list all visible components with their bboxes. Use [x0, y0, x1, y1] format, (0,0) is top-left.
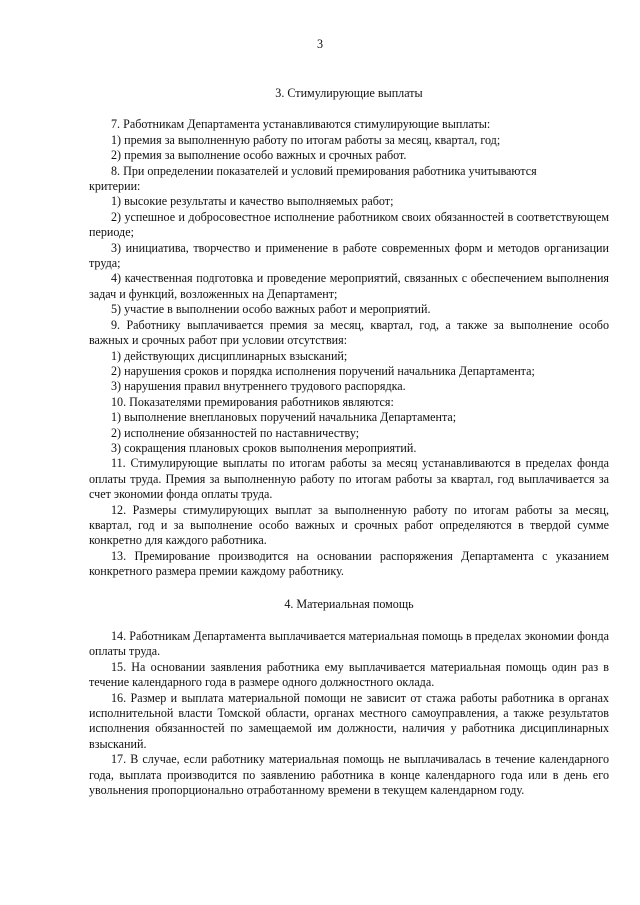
paragraph-8-continuation: критерии:: [89, 179, 141, 194]
paragraph-8-item-4: 4) качественная подготовка и проведение мероприятий, связанных с обеспечением выполнения задач и функций, возложенных на Департамент;: [89, 271, 609, 301]
paragraph-7-item-1: 1) премия за выполненную работу по итогам работы за месяц, квартал, год;: [111, 132, 501, 147]
paragraph-12: 12. Размеры стимулирующих выплат за выполненную работу по итогам работы за месяц, квартал, год и за выполнение особо важных и срочных работ определяются в твердой сумме конкретно для каждого работника.: [89, 502, 609, 548]
paragraph-14: 14. Работникам Департамента выплачивается материальная помощь в пределах экономии фонда оплаты труда.: [89, 629, 609, 659]
paragraph-13: 13. Премирование производится на основании распоряжения Департамента с указанием конкретного размера премии каждому работнику.: [89, 548, 609, 579]
paragraph-11: 11. Стимулирующие выплаты по итогам работы за месяц устанавливаются в пределах фонда оплаты труда. Премия за выполненную работу по итогам работы за квартал, год выплачивается за счет экономии фонда оплаты труда.: [89, 456, 609, 502]
paragraph-10-item-2: 2) исполнение обязанностей по наставничеству;: [111, 425, 360, 440]
section-3-title: 3. Стимулирующие выплаты: [275, 86, 423, 100]
paragraph-10: 10. Показателями премирования работников являются:: [111, 394, 394, 409]
paragraph-16: 16. Размер и выплата материальной помощи не зависит от стажа работы работника в органах исполнительной власти Томской области, органах местного самоуправления, а также результатов исполнения обязанностей по замещаемой им должности, наличия у работника дисциплинарных взысканий.: [89, 690, 609, 751]
paragraph-8-item-5: 5) участие в выполнении особо важных работ и мероприятий.: [111, 302, 431, 317]
page-number: 3: [316, 37, 324, 51]
document-body: [89, 86, 609, 798]
paragraph-8: 8. При определении показателей и условий премирования работника учитываются: [111, 163, 537, 178]
paragraph-7-item-2: 2) премия за выполнение особо важных и срочных работ.: [111, 148, 407, 163]
paragraph-15: 15. На основании заявления работника ему выплачивается материальная помощь один раз в течение календарного года в размере одного должностного оклада.: [89, 659, 609, 690]
paragraph-8-item-2: 2) успешное и добросовестное исполнение работником своих обязанностей в соответствующем периоде;: [89, 209, 609, 240]
paragraph-9-item-2: 2) нарушения сроков и порядка исполнения поручений начальника Департамента;: [111, 363, 535, 378]
paragraph-8-item-3: 3) инициатива, творчество и применение в работе современных форм и методов организации труда;: [89, 240, 609, 271]
paragraph-8-item-1: 1) высокие результаты и качество выполняемых работ;: [111, 194, 394, 209]
paragraph-17: 17. В случае, если работнику материальная помощь не выплачивалась в течение календарного года, выплата производится по заявлению работника в конце календарного года или в день его увольнения пропорционально отработанному времени в текущем календарном году.: [89, 752, 609, 798]
paragraph-10-item-3: 3) сокращения плановых сроков выполнения мероприятий.: [111, 440, 417, 455]
paragraph-7: 7. Работникам Департамента устанавливаются стимулирующие выплаты:: [111, 117, 491, 132]
paragraph-9: 9. Работнику выплачивается премия за месяц, квартал, год, а также за выполнение особо важных и срочных работ при условии отсутствия:: [89, 317, 609, 348]
paragraph-10-item-1: 1) выполнение внеплановых поручений начальника Департамента;: [111, 410, 457, 425]
paragraph-9-item-3: 3) нарушения правил внутреннего трудового распорядка.: [111, 379, 406, 394]
paragraph-9-item-1: 1) действующих дисциплинарных взысканий;: [111, 348, 348, 363]
section-4-title: 4. Материальная помощь: [284, 596, 414, 611]
